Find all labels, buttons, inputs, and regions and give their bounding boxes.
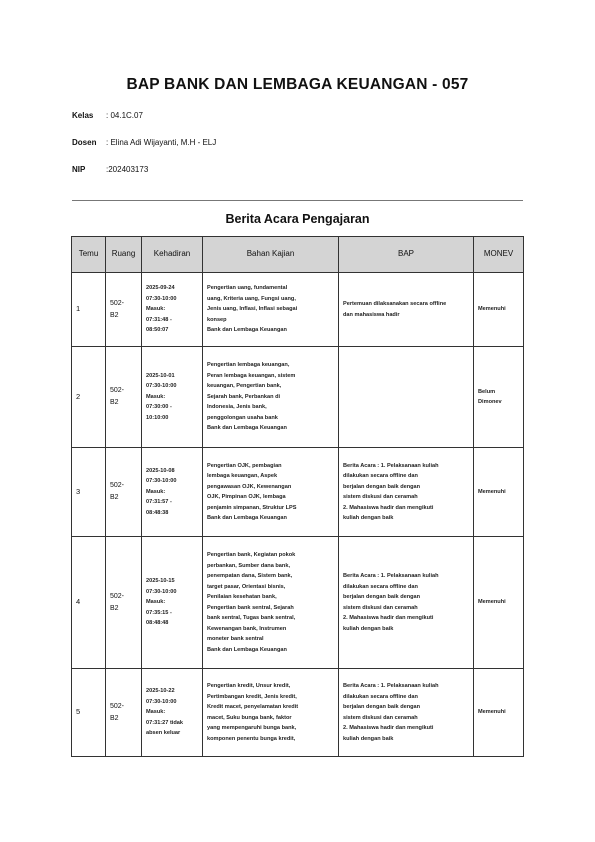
kehadiran-line: 07:30-10:00 xyxy=(146,588,177,595)
bap-table xyxy=(71,236,524,757)
bap-cell xyxy=(339,669,474,757)
table-row xyxy=(72,669,524,757)
bahan-kajian-cell xyxy=(203,448,339,537)
kehadiran-line: 08:50:07 xyxy=(146,327,169,334)
bahan-kajian-line: Pengertian lembaga keuangan, xyxy=(207,362,290,369)
kehadiran-line: 2025-10-08 xyxy=(146,467,175,474)
kehadiran-line: 08:48:38 xyxy=(146,509,169,516)
bap-line: kuliah dengan baik xyxy=(343,625,394,632)
bahan-kajian-cell xyxy=(203,347,339,448)
monev-line: Memenuhi xyxy=(478,488,506,495)
bap-line: dilakukan secara offline dan xyxy=(343,583,418,590)
bahan-kajian-line: uang, Kriteria uang, Fungsi uang, xyxy=(207,295,296,302)
bahan-kajian-line: Indonesia, Jenis bank, xyxy=(207,404,267,411)
header-bap: BAP xyxy=(339,237,474,273)
dosen-value: : Elina Adi Wijayanti, M.H - ELJ xyxy=(106,138,217,147)
ruang-cell xyxy=(106,448,142,537)
section-title: Berita Acara Pengajaran xyxy=(225,212,370,226)
bahan-kajian-line: penggolongan usaha bank xyxy=(207,414,278,421)
temu-cell: 2 xyxy=(72,347,106,448)
kehadiran-cell xyxy=(142,273,203,347)
bap-line: berjalan dengan baik dengan xyxy=(343,704,421,710)
table-row xyxy=(72,448,524,537)
temu-cell: 4 xyxy=(72,537,106,669)
bap-line: dilakukan secara offline dan xyxy=(343,693,418,700)
kehadiran-line: 07:35:15 - xyxy=(146,609,172,616)
bap-line: Pertemuan dilaksanakan secara offline xyxy=(343,301,447,307)
bap-line: kuliah dengan baik xyxy=(343,515,394,521)
header-divider xyxy=(72,200,523,201)
bahan-kajian-line: konsep xyxy=(207,316,227,323)
dosen-row xyxy=(72,138,216,148)
kehadiran-line: 08:48:48 xyxy=(146,620,169,627)
bahan-kajian-line: Bank dan Lembaga Keuangan xyxy=(207,425,287,432)
kehadiran-line: 10:10:00 xyxy=(146,414,169,421)
nip-row xyxy=(72,165,148,175)
bahan-kajian-line: Jenis uang, Inflasi, Inflasi sebagai xyxy=(207,306,298,313)
header-temu: Temu xyxy=(72,237,106,273)
kehadiran-line: 07:30-10:00 xyxy=(146,383,177,390)
bap-line: 2. Mahasiswa hadir dan mengikuti xyxy=(343,615,434,621)
monev-cell xyxy=(474,669,524,757)
bahan-kajian-line: keuangan, Pengertian bank, xyxy=(207,383,282,390)
ruang-line: B2 xyxy=(110,494,119,501)
kehadiran-line: 07:30:00 - xyxy=(146,404,172,411)
header-bahan-kajian: Bahan Kajian xyxy=(203,237,339,273)
bahan-kajian-line: Pertimbangan kredit, Jenis kredit, xyxy=(207,693,297,700)
bahan-kajian-line: Peran lembaga keuangan, sistem xyxy=(207,372,296,379)
ruang-line: 502- xyxy=(110,299,125,307)
kehadiran-line: 2025-09-24 xyxy=(146,285,175,292)
bap-line: Berita Acara : 1. Pelaksanaan kuliah xyxy=(343,573,439,579)
kehadiran-line: 07:31:57 - xyxy=(146,499,172,506)
monev-line: Memenuhi xyxy=(478,599,506,606)
ruang-line: B2 xyxy=(110,311,119,319)
bahan-kajian-line: Kredit macet, penyelamatan kredit xyxy=(207,704,299,710)
bahan-kajian-line: Kewenangan bank, Instrumen xyxy=(207,625,287,632)
ruang-line: 502- xyxy=(110,702,125,710)
nip-value: :202403173 xyxy=(106,165,149,174)
kelas-row xyxy=(72,111,143,121)
bahan-kajian-line: yang mempengaruhi bunga bank, xyxy=(207,725,297,731)
table-header-row xyxy=(72,237,524,273)
temu-cell: 3 xyxy=(72,448,106,537)
bap-line: sistem diskusi dan ceramah xyxy=(343,714,418,721)
bahan-kajian-cell xyxy=(203,537,339,669)
kehadiran-line: Masuk: xyxy=(146,393,166,400)
bahan-kajian-line: lembaga keuangan, Aspek xyxy=(207,473,278,479)
bap-line: kuliah dengan baik xyxy=(343,735,394,742)
bahan-kajian-cell xyxy=(203,273,339,347)
ruang-line: B2 xyxy=(110,714,119,722)
kehadiran-line: 07:30-10:00 xyxy=(146,295,177,302)
kehadiran-line: 07:31:27 tidak xyxy=(146,719,184,726)
kehadiran-line: Masuk: xyxy=(146,488,166,495)
temu-cell: 1 xyxy=(72,273,106,347)
kehadiran-line: 2025-10-01 xyxy=(146,372,175,379)
bahan-kajian-line: macet, Suku bunga bank, faktor xyxy=(207,714,292,721)
bap-line: 2. Mahasiswa hadir dan mengikuti xyxy=(343,504,434,511)
kehadiran-line: absen keluar xyxy=(146,730,181,737)
table-body xyxy=(72,273,524,757)
bahan-kajian-line: target pasar, Orientasi bisnis, xyxy=(207,583,286,590)
bahan-kajian-line: Pengertian bank, Kegiatan pokok xyxy=(207,552,296,558)
bahan-kajian-line: Sejarah bank, Perbankan di xyxy=(207,393,281,400)
bap-line: dilakukan secara offline dan xyxy=(343,473,418,479)
ruang-line: 502- xyxy=(110,482,125,489)
bap-cell xyxy=(339,273,474,347)
bap-cell xyxy=(339,448,474,537)
ruang-cell xyxy=(106,669,142,757)
bahan-kajian-line: Penilaian kesehatan bank, xyxy=(207,594,277,600)
ruang-line: 502- xyxy=(110,387,125,394)
bahan-kajian-line: bank sentral, Tugas bank sentral, xyxy=(207,615,296,621)
kehadiran-cell xyxy=(142,448,203,537)
kehadiran-line: 07:31:48 - xyxy=(146,316,172,323)
ruang-line: B2 xyxy=(110,604,119,612)
bap-cell xyxy=(339,347,474,448)
bap-line: sistem diskusi dan ceramah xyxy=(343,604,418,611)
bahan-kajian-line: penjamin simpanan, Struktur LPS xyxy=(207,504,297,511)
ruang-cell xyxy=(106,537,142,669)
kehadiran-line: Masuk: xyxy=(146,306,166,313)
kehadiran-line: 2025-10-22 xyxy=(146,688,175,695)
kehadiran-cell xyxy=(142,669,203,757)
bahan-kajian-line: moneter bank sentral xyxy=(207,636,264,642)
ruang-line: 502- xyxy=(110,592,125,600)
kehadiran-line: 07:30-10:00 xyxy=(146,478,177,485)
ruang-cell xyxy=(106,273,142,347)
bahan-kajian-line: Bank dan Lembaga Keuangan xyxy=(207,646,287,653)
document-title: BAP BANK DAN LEMBAGA KEUANGAN - 057 xyxy=(126,76,469,93)
bahan-kajian-line: OJK, Pimpinan OJK, lembaga xyxy=(207,494,286,500)
monev-line: Memenuhi xyxy=(478,306,506,313)
kehadiran-line: Masuk: xyxy=(146,709,166,716)
bap-line: sistem diskusi dan ceramah xyxy=(343,494,418,500)
monev-line: Dimonev xyxy=(478,399,502,405)
table-row xyxy=(72,537,524,669)
kehadiran-cell xyxy=(142,537,203,669)
kelas-label: Kelas xyxy=(72,111,94,120)
bahan-kajian-line: komponen penentu bunga kredit, xyxy=(207,735,296,742)
bahan-kajian-cell xyxy=(203,669,339,757)
monev-cell xyxy=(474,448,524,537)
bahan-kajian-line: Pengertian bank sentral, Sejarah xyxy=(207,604,294,611)
bahan-kajian-line: perbankan, Sumber dana bank, xyxy=(207,562,290,569)
bap-line: berjalan dengan baik dengan xyxy=(343,483,421,490)
kelas-value: : 04.1C.07 xyxy=(106,111,143,120)
nip-label: NIP xyxy=(72,165,86,174)
bahan-kajian-line: Bank dan Lembaga Keuangan xyxy=(207,515,287,521)
kehadiran-line: Masuk: xyxy=(146,599,166,606)
header-monev: MONEV xyxy=(474,237,524,273)
dosen-label: Dosen xyxy=(72,138,97,147)
bap-cell xyxy=(339,537,474,669)
bahan-kajian-line: penempatan dana, Sistem bank, xyxy=(207,573,293,579)
header-kehadiran: Kehadiran xyxy=(142,237,203,273)
table-row xyxy=(72,347,524,448)
monev-cell xyxy=(474,273,524,347)
bahan-kajian-line: pengawasan OJK, Kewenangan xyxy=(207,483,292,490)
ruang-line: B2 xyxy=(110,399,119,406)
header-ruang: Ruang xyxy=(106,237,142,273)
kehadiran-line: 07:30-10:00 xyxy=(146,698,177,705)
monev-cell xyxy=(474,537,524,669)
ruang-cell xyxy=(106,347,142,448)
monev-line: Belum xyxy=(478,388,496,395)
bahan-kajian-line: Pengertian uang, fundamental xyxy=(207,285,288,292)
table-row xyxy=(72,273,524,347)
kehadiran-line: 2025-10-15 xyxy=(146,578,175,585)
bap-line: dan mahasiswa hadir xyxy=(343,311,400,318)
kehadiran-cell xyxy=(142,347,203,448)
bap-line: Berita Acara : 1. Pelaksanaan kuliah xyxy=(343,683,439,689)
bap-line: berjalan dengan baik dengan xyxy=(343,594,421,600)
bahan-kajian-line: Pengertian OJK, pembagian xyxy=(207,462,282,469)
bahan-kajian-line: Bank dan Lembaga Keuangan xyxy=(207,327,287,334)
bap-line: 2. Mahasiswa hadir dan mengikuti xyxy=(343,725,434,731)
monev-cell xyxy=(474,347,524,448)
monev-line: Memenuhi xyxy=(478,709,506,716)
bahan-kajian-line: Pengertian kredit, Unsur kredit, xyxy=(207,683,291,689)
bap-line: Berita Acara : 1. Pelaksanaan kuliah xyxy=(343,462,439,469)
temu-cell: 5 xyxy=(72,669,106,757)
